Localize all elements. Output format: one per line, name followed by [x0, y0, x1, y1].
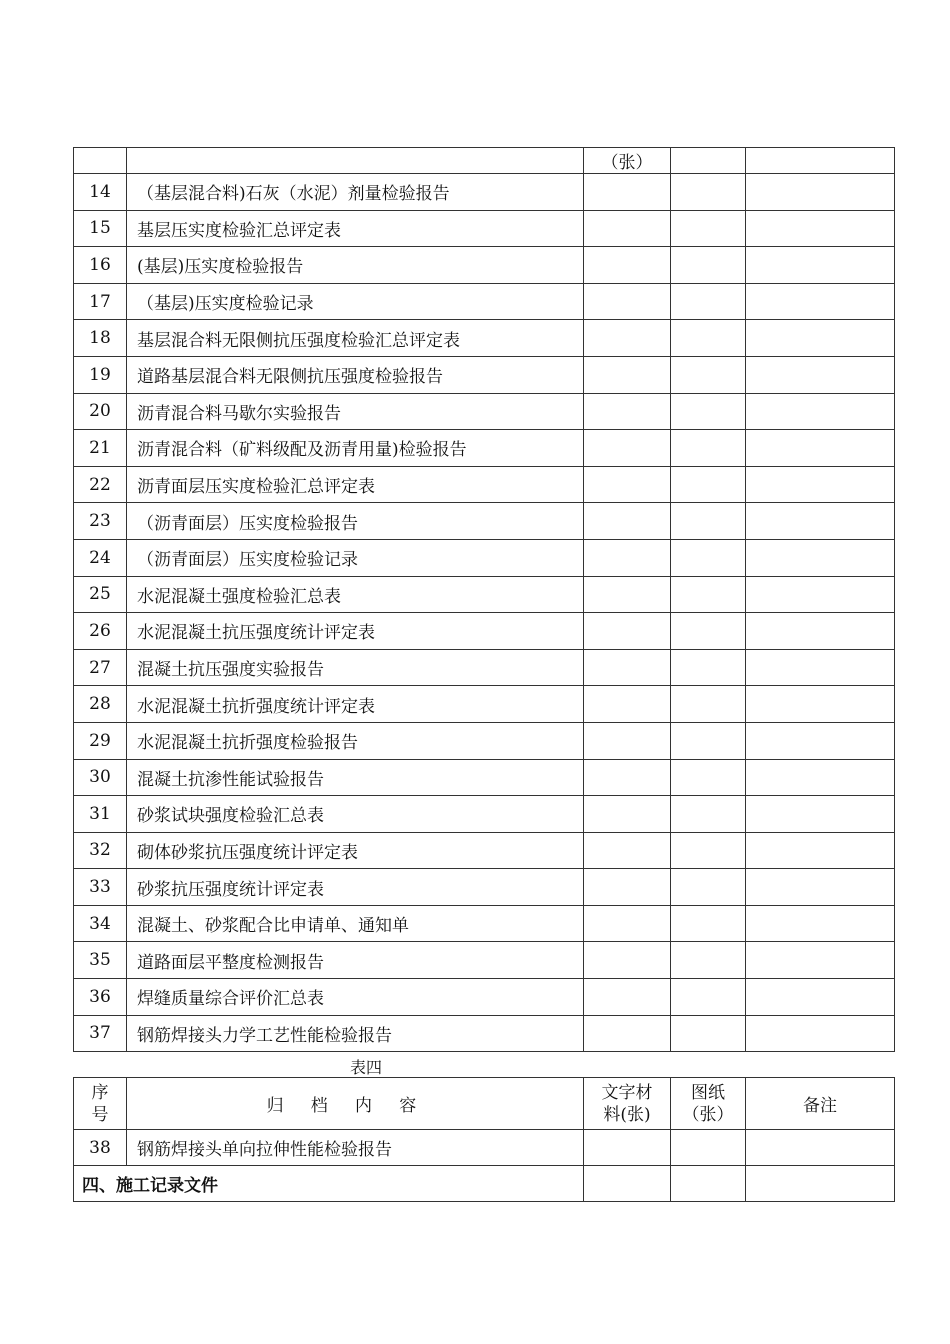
- row-text-material: [584, 942, 671, 979]
- row-drawings: [671, 979, 746, 1016]
- archive-table-continued: [73, 147, 895, 1052]
- row-remarks: [746, 539, 895, 576]
- row-remarks: [746, 796, 895, 833]
- row-content: 水泥混凝土抗压强度统计评定表: [127, 613, 584, 650]
- row-content: 水泥混凝土强度检验汇总表: [127, 576, 584, 613]
- row-no: 23: [74, 503, 127, 540]
- row-remarks: [746, 174, 895, 211]
- table-row: [74, 320, 895, 357]
- table-row: [74, 869, 895, 906]
- table-row: [74, 1015, 895, 1052]
- row-remarks: [746, 356, 895, 393]
- row-no: 17: [74, 283, 127, 320]
- header-remarks-cell: 备注: [746, 1078, 895, 1130]
- row-drawings: [671, 1166, 746, 1202]
- row-drawings: [671, 869, 746, 906]
- row-no: 22: [74, 466, 127, 503]
- header-content-cell: 归档内容: [127, 1078, 584, 1130]
- row-no: 31: [74, 796, 127, 833]
- row-content: 道路面层平整度检测报告: [127, 942, 584, 979]
- row-no: 18: [74, 320, 127, 357]
- row-content: 混凝土抗压强度实验报告: [127, 649, 584, 686]
- row-text-material: [584, 576, 671, 613]
- row-remarks: [746, 832, 895, 869]
- header-text-material-line1: 文字材: [601, 1082, 653, 1103]
- row-drawings: [671, 247, 746, 284]
- row-no: 19: [74, 356, 127, 393]
- row-content: (基层)压实度检验报告: [127, 247, 584, 284]
- header-drawings-cell: [671, 1078, 746, 1130]
- row-no: 34: [74, 905, 127, 942]
- row-no: 26: [74, 613, 127, 650]
- header-no-cell: [74, 1078, 127, 1130]
- row-remarks: [746, 210, 895, 247]
- row-drawings: [671, 1015, 746, 1052]
- row-drawings: [671, 576, 746, 613]
- row-drawings: [671, 539, 746, 576]
- row-drawings: [671, 905, 746, 942]
- row-no: 24: [74, 539, 127, 576]
- row-content: 水泥混凝土抗折强度检验报告: [127, 722, 584, 759]
- table-row: [74, 430, 895, 467]
- row-content: 混凝土、砂浆配合比申请单、通知单: [127, 905, 584, 942]
- header-content-cell: [127, 148, 584, 174]
- row-drawings: [671, 174, 746, 211]
- row-drawings: [671, 466, 746, 503]
- header-no-line1: 序: [91, 1082, 109, 1103]
- table-row: [74, 686, 895, 723]
- row-no: 35: [74, 942, 127, 979]
- row-text-material: [584, 796, 671, 833]
- row-content: （基层混合料)石灰（水泥）剂量检验报告: [127, 174, 584, 211]
- row-content: 钢筋焊接头单向拉伸性能检验报告: [127, 1130, 584, 1166]
- row-content: 沥青混合料（矿料级配及沥青用量)检验报告: [127, 430, 584, 467]
- row-content: 沥青面层压实度检验汇总评定表: [127, 466, 584, 503]
- header-drawings-cell: [671, 148, 746, 174]
- header-text-material-line2: 料(张): [603, 1104, 651, 1125]
- table-row: [74, 832, 895, 869]
- row-content: 混凝土抗渗性能试验报告: [127, 759, 584, 796]
- row-remarks: [746, 430, 895, 467]
- table-header-continued: [74, 148, 895, 174]
- row-text-material: [584, 832, 671, 869]
- table-row: [74, 539, 895, 576]
- table-header: [74, 1078, 895, 1130]
- section-row: [74, 1166, 895, 1202]
- row-no: 28: [74, 686, 127, 723]
- row-remarks: [746, 247, 895, 284]
- table-row: [74, 576, 895, 613]
- row-drawings: [671, 686, 746, 723]
- row-drawings: [671, 1130, 746, 1166]
- row-content: 砌体砂浆抗压强度统计评定表: [127, 832, 584, 869]
- row-no: 32: [74, 832, 127, 869]
- row-remarks: [746, 979, 895, 1016]
- row-content: 基层压实度检验汇总评定表: [127, 210, 584, 247]
- table-row: [74, 979, 895, 1016]
- header-text-material-cell: [584, 1078, 671, 1130]
- row-text-material: [584, 283, 671, 320]
- table-row: [74, 796, 895, 833]
- archive-table-four: [73, 1077, 895, 1202]
- row-text-material: [584, 356, 671, 393]
- row-no: 25: [74, 576, 127, 613]
- row-content: 水泥混凝土抗折强度统计评定表: [127, 686, 584, 723]
- row-no: 37: [74, 1015, 127, 1052]
- row-remarks: [746, 942, 895, 979]
- row-drawings: [671, 430, 746, 467]
- row-remarks: [746, 503, 895, 540]
- row-drawings: [671, 356, 746, 393]
- table-row: [74, 613, 895, 650]
- row-text-material: [584, 247, 671, 284]
- row-drawings: [671, 393, 746, 430]
- row-remarks: [746, 393, 895, 430]
- row-no: 38: [74, 1130, 127, 1166]
- row-remarks: [746, 686, 895, 723]
- header-text-material-cell: （张）: [584, 148, 671, 174]
- header-no-line2: 号: [91, 1104, 109, 1125]
- row-no: 21: [74, 430, 127, 467]
- row-remarks: [746, 722, 895, 759]
- section-title: 四、施工记录文件: [74, 1166, 584, 1202]
- row-content: （沥青面层）压实度检验记录: [127, 539, 584, 576]
- row-content: 基层混合料无限侧抗压强度检验汇总评定表: [127, 320, 584, 357]
- row-remarks: [746, 466, 895, 503]
- row-text-material: [584, 649, 671, 686]
- row-text-material: [584, 613, 671, 650]
- row-content: 砂浆抗压强度统计评定表: [127, 869, 584, 906]
- row-text-material: [584, 722, 671, 759]
- row-remarks: [746, 576, 895, 613]
- row-text-material: [584, 686, 671, 723]
- row-content: （沥青面层）压实度检验报告: [127, 503, 584, 540]
- table-row: [74, 466, 895, 503]
- header-drawings-line1: 图纸: [691, 1082, 725, 1103]
- table-row: [74, 503, 895, 540]
- row-drawings: [671, 832, 746, 869]
- row-remarks: [746, 1130, 895, 1166]
- table-row: [74, 722, 895, 759]
- row-no: 15: [74, 210, 127, 247]
- row-no: 20: [74, 393, 127, 430]
- row-no: 27: [74, 649, 127, 686]
- row-drawings: [671, 283, 746, 320]
- row-text-material: [584, 174, 671, 211]
- row-drawings: [671, 942, 746, 979]
- row-no: 36: [74, 979, 127, 1016]
- row-text-material: [584, 210, 671, 247]
- table-row: [74, 649, 895, 686]
- row-drawings: [671, 613, 746, 650]
- row-content: 焊缝质量综合评价汇总表: [127, 979, 584, 1016]
- table-row: [74, 247, 895, 284]
- row-no: 16: [74, 247, 127, 284]
- row-text-material: [584, 430, 671, 467]
- row-remarks: [746, 869, 895, 906]
- row-text-material: [584, 1130, 671, 1166]
- row-drawings: [671, 759, 746, 796]
- row-remarks: [746, 1015, 895, 1052]
- row-drawings: [671, 722, 746, 759]
- header-drawings-line2: （张）: [682, 1104, 734, 1125]
- row-text-material: [584, 393, 671, 430]
- table-row: [74, 174, 895, 211]
- row-text-material: [584, 905, 671, 942]
- row-text-material: [584, 503, 671, 540]
- table-row: [74, 1130, 895, 1166]
- row-text-material: [584, 466, 671, 503]
- row-remarks: [746, 905, 895, 942]
- row-drawings: [671, 649, 746, 686]
- table-row: [74, 905, 895, 942]
- row-remarks: [746, 320, 895, 357]
- row-drawings: [671, 503, 746, 540]
- row-text-material: [584, 320, 671, 357]
- row-content: 钢筋焊接头力学工艺性能检验报告: [127, 1015, 584, 1052]
- row-content: （基层)压实度检验记录: [127, 283, 584, 320]
- row-text-material: [584, 1166, 671, 1202]
- row-no: 14: [74, 174, 127, 211]
- row-remarks: [746, 1166, 895, 1202]
- row-drawings: [671, 796, 746, 833]
- row-remarks: [746, 613, 895, 650]
- table-row: [74, 393, 895, 430]
- row-drawings: [671, 320, 746, 357]
- header-no-cell: [74, 148, 127, 174]
- row-content: 道路基层混合料无限侧抗压强度检验报告: [127, 356, 584, 393]
- row-drawings: [671, 210, 746, 247]
- table-row: [74, 210, 895, 247]
- row-text-material: [584, 1015, 671, 1052]
- row-text-material: [584, 759, 671, 796]
- row-no: 33: [74, 869, 127, 906]
- row-text-material: [584, 979, 671, 1016]
- row-content: 沥青混合料马歇尔实验报告: [127, 393, 584, 430]
- row-no: 30: [74, 759, 127, 796]
- row-text-material: [584, 869, 671, 906]
- row-no: 29: [74, 722, 127, 759]
- row-remarks: [746, 283, 895, 320]
- header-remarks-cell: [746, 148, 895, 174]
- table-row: [74, 356, 895, 393]
- row-remarks: [746, 759, 895, 796]
- row-text-material: [584, 539, 671, 576]
- table-row: [74, 759, 895, 796]
- table-row: [74, 283, 895, 320]
- row-content: 砂浆试块强度检验汇总表: [127, 796, 584, 833]
- row-remarks: [746, 649, 895, 686]
- table-row: [74, 942, 895, 979]
- table-caption: 表四: [350, 1058, 383, 1077]
